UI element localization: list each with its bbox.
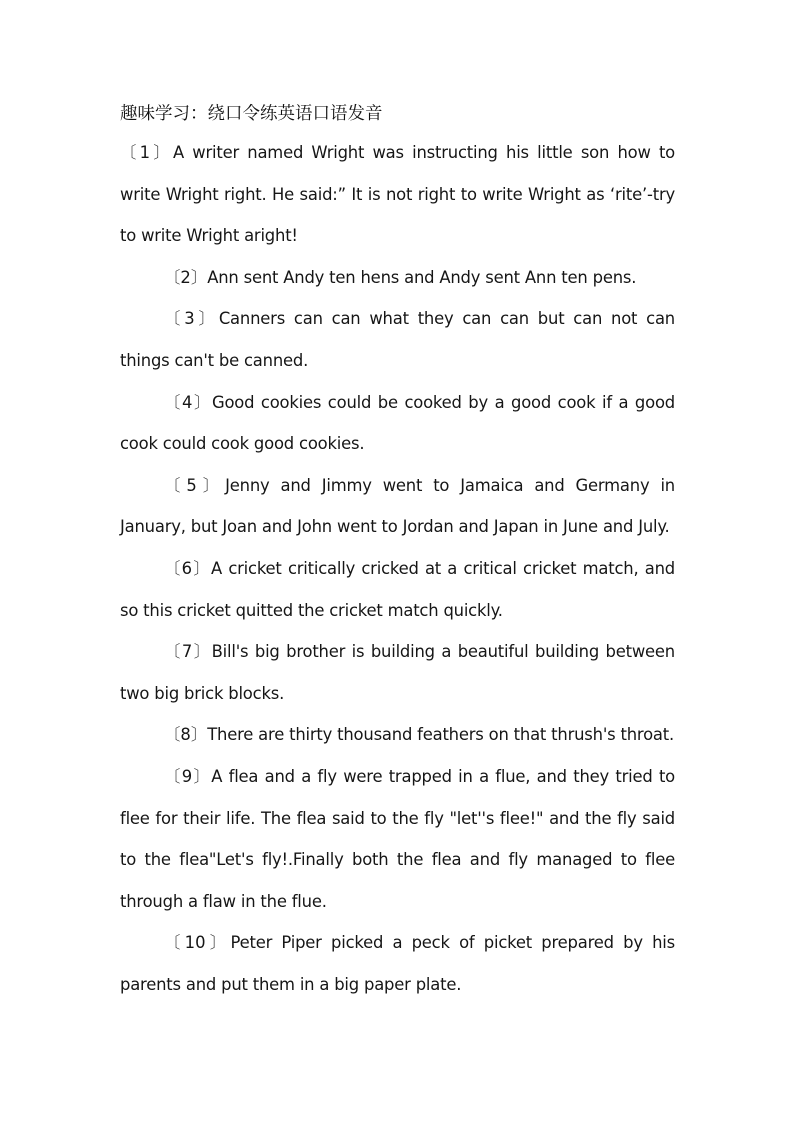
tongue-twister-8: [120, 714, 675, 756]
tongue-twister-4: [120, 382, 675, 465]
item-number: 〔2〕: [164, 267, 208, 287]
tongue-twister-10: [120, 922, 675, 1005]
item-number: 〔4〕: [164, 392, 212, 412]
item-number: 〔3〕: [164, 309, 219, 329]
tongue-twister-3: [120, 298, 675, 381]
item-text: There are thirty thousand feathers on that thrush's throat.: [207, 725, 674, 745]
item-text: Ann sent Andy ten hens and Andy sent Ann ten pens.: [207, 267, 637, 287]
item-number: 〔5〕: [164, 475, 226, 495]
tongue-twister-5: [120, 465, 675, 548]
item-number: 〔1〕: [120, 143, 173, 162]
item-number: 〔6〕: [164, 558, 212, 578]
item-number: 〔7〕: [164, 642, 212, 662]
tongue-twister-6: [120, 548, 675, 631]
tongue-twister-7: [120, 631, 675, 714]
document-title: 趣味学习：绕口令练英语口语发音: [120, 104, 383, 124]
item-text: A writer named Wright was instructing his little son how to write Wright right. He said:” It is not right to write Wright as ‘rite’-try to write Wright aright!: [120, 143, 675, 246]
item-number: 〔9〕: [164, 766, 212, 786]
document-body: [120, 96, 675, 1005]
tongue-twister-9: [120, 756, 675, 922]
item-number: 〔8〕: [164, 725, 208, 745]
item-text: Canners can can what they can can but can not can things can't be canned.: [120, 309, 675, 370]
item-text: Good cookies could be cooked by a good cook if a good cook could cook good cookies.: [120, 392, 675, 454]
item-text: A flea and a fly were trapped in a flue, and they tried to flee for their life. The flea said to the fly "let''s flee!" and the fly said to the flea"Let's fly!.Finally both the flea and fly managed to flee through a flaw in the flue.: [120, 766, 675, 911]
item-text: Jenny and Jimmy went to Jamaica and Germany in January, but Joan and John went to Jordan and Japan in June and July.: [120, 475, 675, 537]
tongue-twister-2: [120, 257, 675, 299]
item-text: Peter Piper picked a peck of picket prepared by his parents and put them in a big paper plate.: [120, 933, 675, 994]
item-number: 〔10〕: [164, 933, 231, 953]
item-text: Bill's big brother is building a beautiful building between two big brick blocks.: [120, 642, 675, 703]
item-text: A cricket critically cricked at a critical cricket match, and so this cricket quitted the cricket match quickly.: [120, 558, 675, 620]
tongue-twister-1: [120, 132, 675, 257]
